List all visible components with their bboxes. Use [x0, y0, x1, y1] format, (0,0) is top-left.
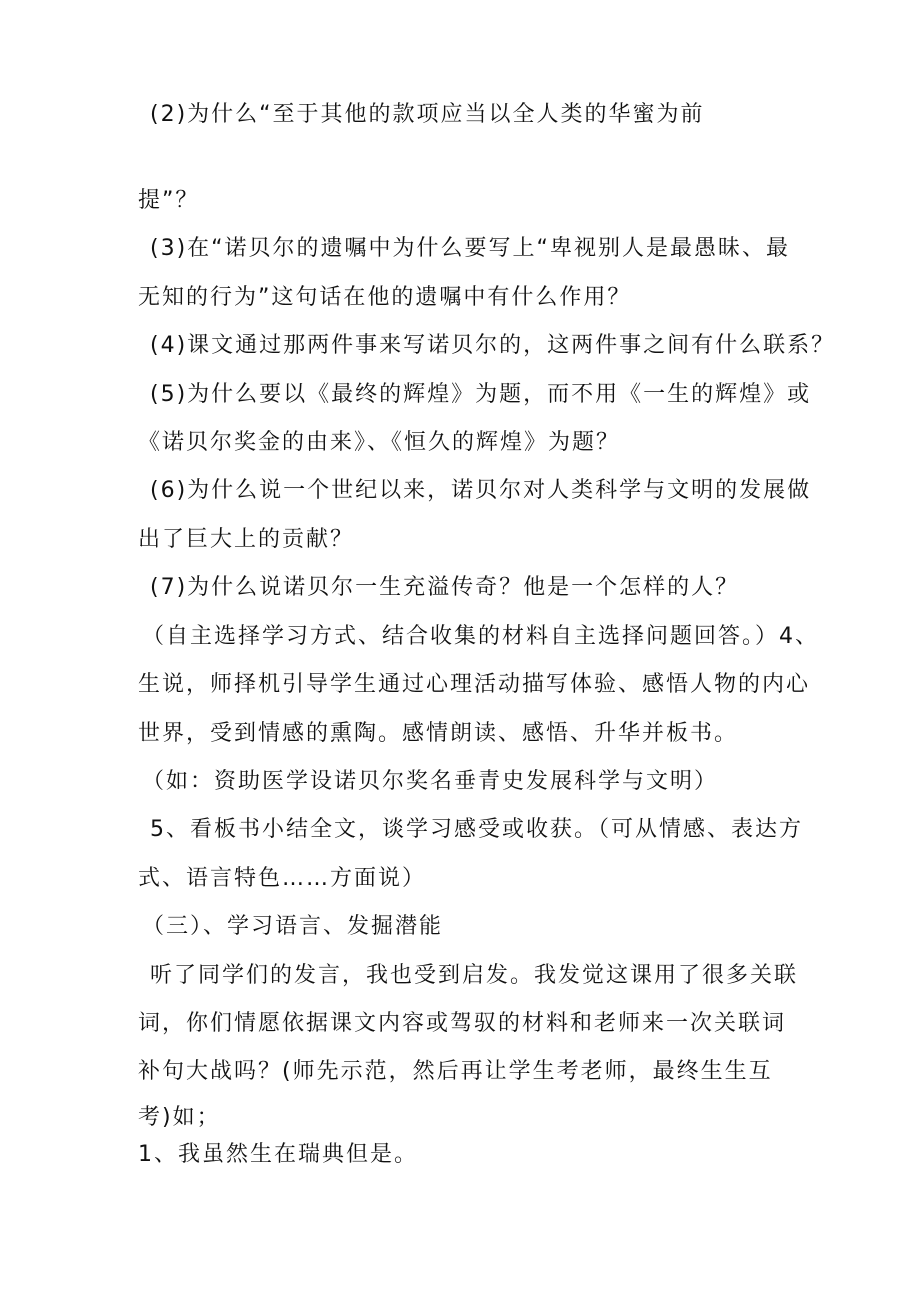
- section-3-paragraph-line-1: 听了同学们的发言，我也受到启发。我发觉这课用了很多关联: [150, 963, 799, 988]
- question-5-line-2: 《诺贝尔奖金的由来》、《恒久的辉煌》为题？: [138, 430, 621, 455]
- question-2-line-2: 提”？: [138, 188, 200, 213]
- paragraph-4-line-1: （自主选择学习方式、结合收集的材料自主选择问题回答。）4、: [142, 624, 819, 649]
- example-1-line: 1、我虽然生在瑞典但是。: [138, 1142, 418, 1167]
- board-note-line: （如：资助医学设诺贝尔奖名垂青史发展科学与文明）: [142, 769, 719, 794]
- question-3-line-2: 无知的行为”这句话在他的遗嘱中有什么作用？: [138, 285, 632, 310]
- section-3-heading: （三）、学习语言、发掘潜能: [142, 914, 444, 939]
- question-7-line: (7)为什么说诺贝尔一生充溢传奇？他是一个怎样的人？: [150, 575, 740, 600]
- question-4-line: (4)课文通过那两件事来写诺贝尔的，这两件事之间有什么联系？: [150, 333, 836, 358]
- question-6-line-1: (6)为什么说一个世纪以来，诺贝尔对人类科学与文明的发展做: [150, 478, 812, 503]
- question-6-line-2: 出了巨大上的贡献？: [138, 527, 355, 552]
- section-3-paragraph-line-3: 补句大战吗？(师先示范，然后再让学生考老师，最终生生互: [138, 1059, 773, 1084]
- question-3-line-1: (3)在“诺贝尔的遗嘱中为什么要写上“卑视别人是最愚昧、最: [150, 236, 790, 261]
- section-3-paragraph-line-2: 词，你们情愿依据课文内容或驾驭的材料和老师来一次关联词: [138, 1011, 787, 1036]
- question-5-line-1: (5)为什么要以《最终的辉煌》为题，而不用《一生的辉煌》或: [150, 382, 812, 407]
- step-5-line-1: 5、看板书小结全文，谈学习感受或收获。（可从情感、表达方: [150, 817, 803, 842]
- section-3-paragraph-line-4: 考)如；: [138, 1105, 221, 1130]
- paragraph-4-line-3: 世界，受到情感的熏陶。感情朗读、感悟、升华并板书。: [138, 721, 739, 746]
- paragraph-4-line-2: 生说，师择机引导学生通过心理活动描写体验、感悟人物的内心: [138, 672, 811, 697]
- step-5-line-2: 式、语言特色……方面说）: [138, 866, 427, 891]
- question-2-line-1: (2)为什么“至于其他的款项应当以全人类的华蜜为前: [150, 102, 705, 127]
